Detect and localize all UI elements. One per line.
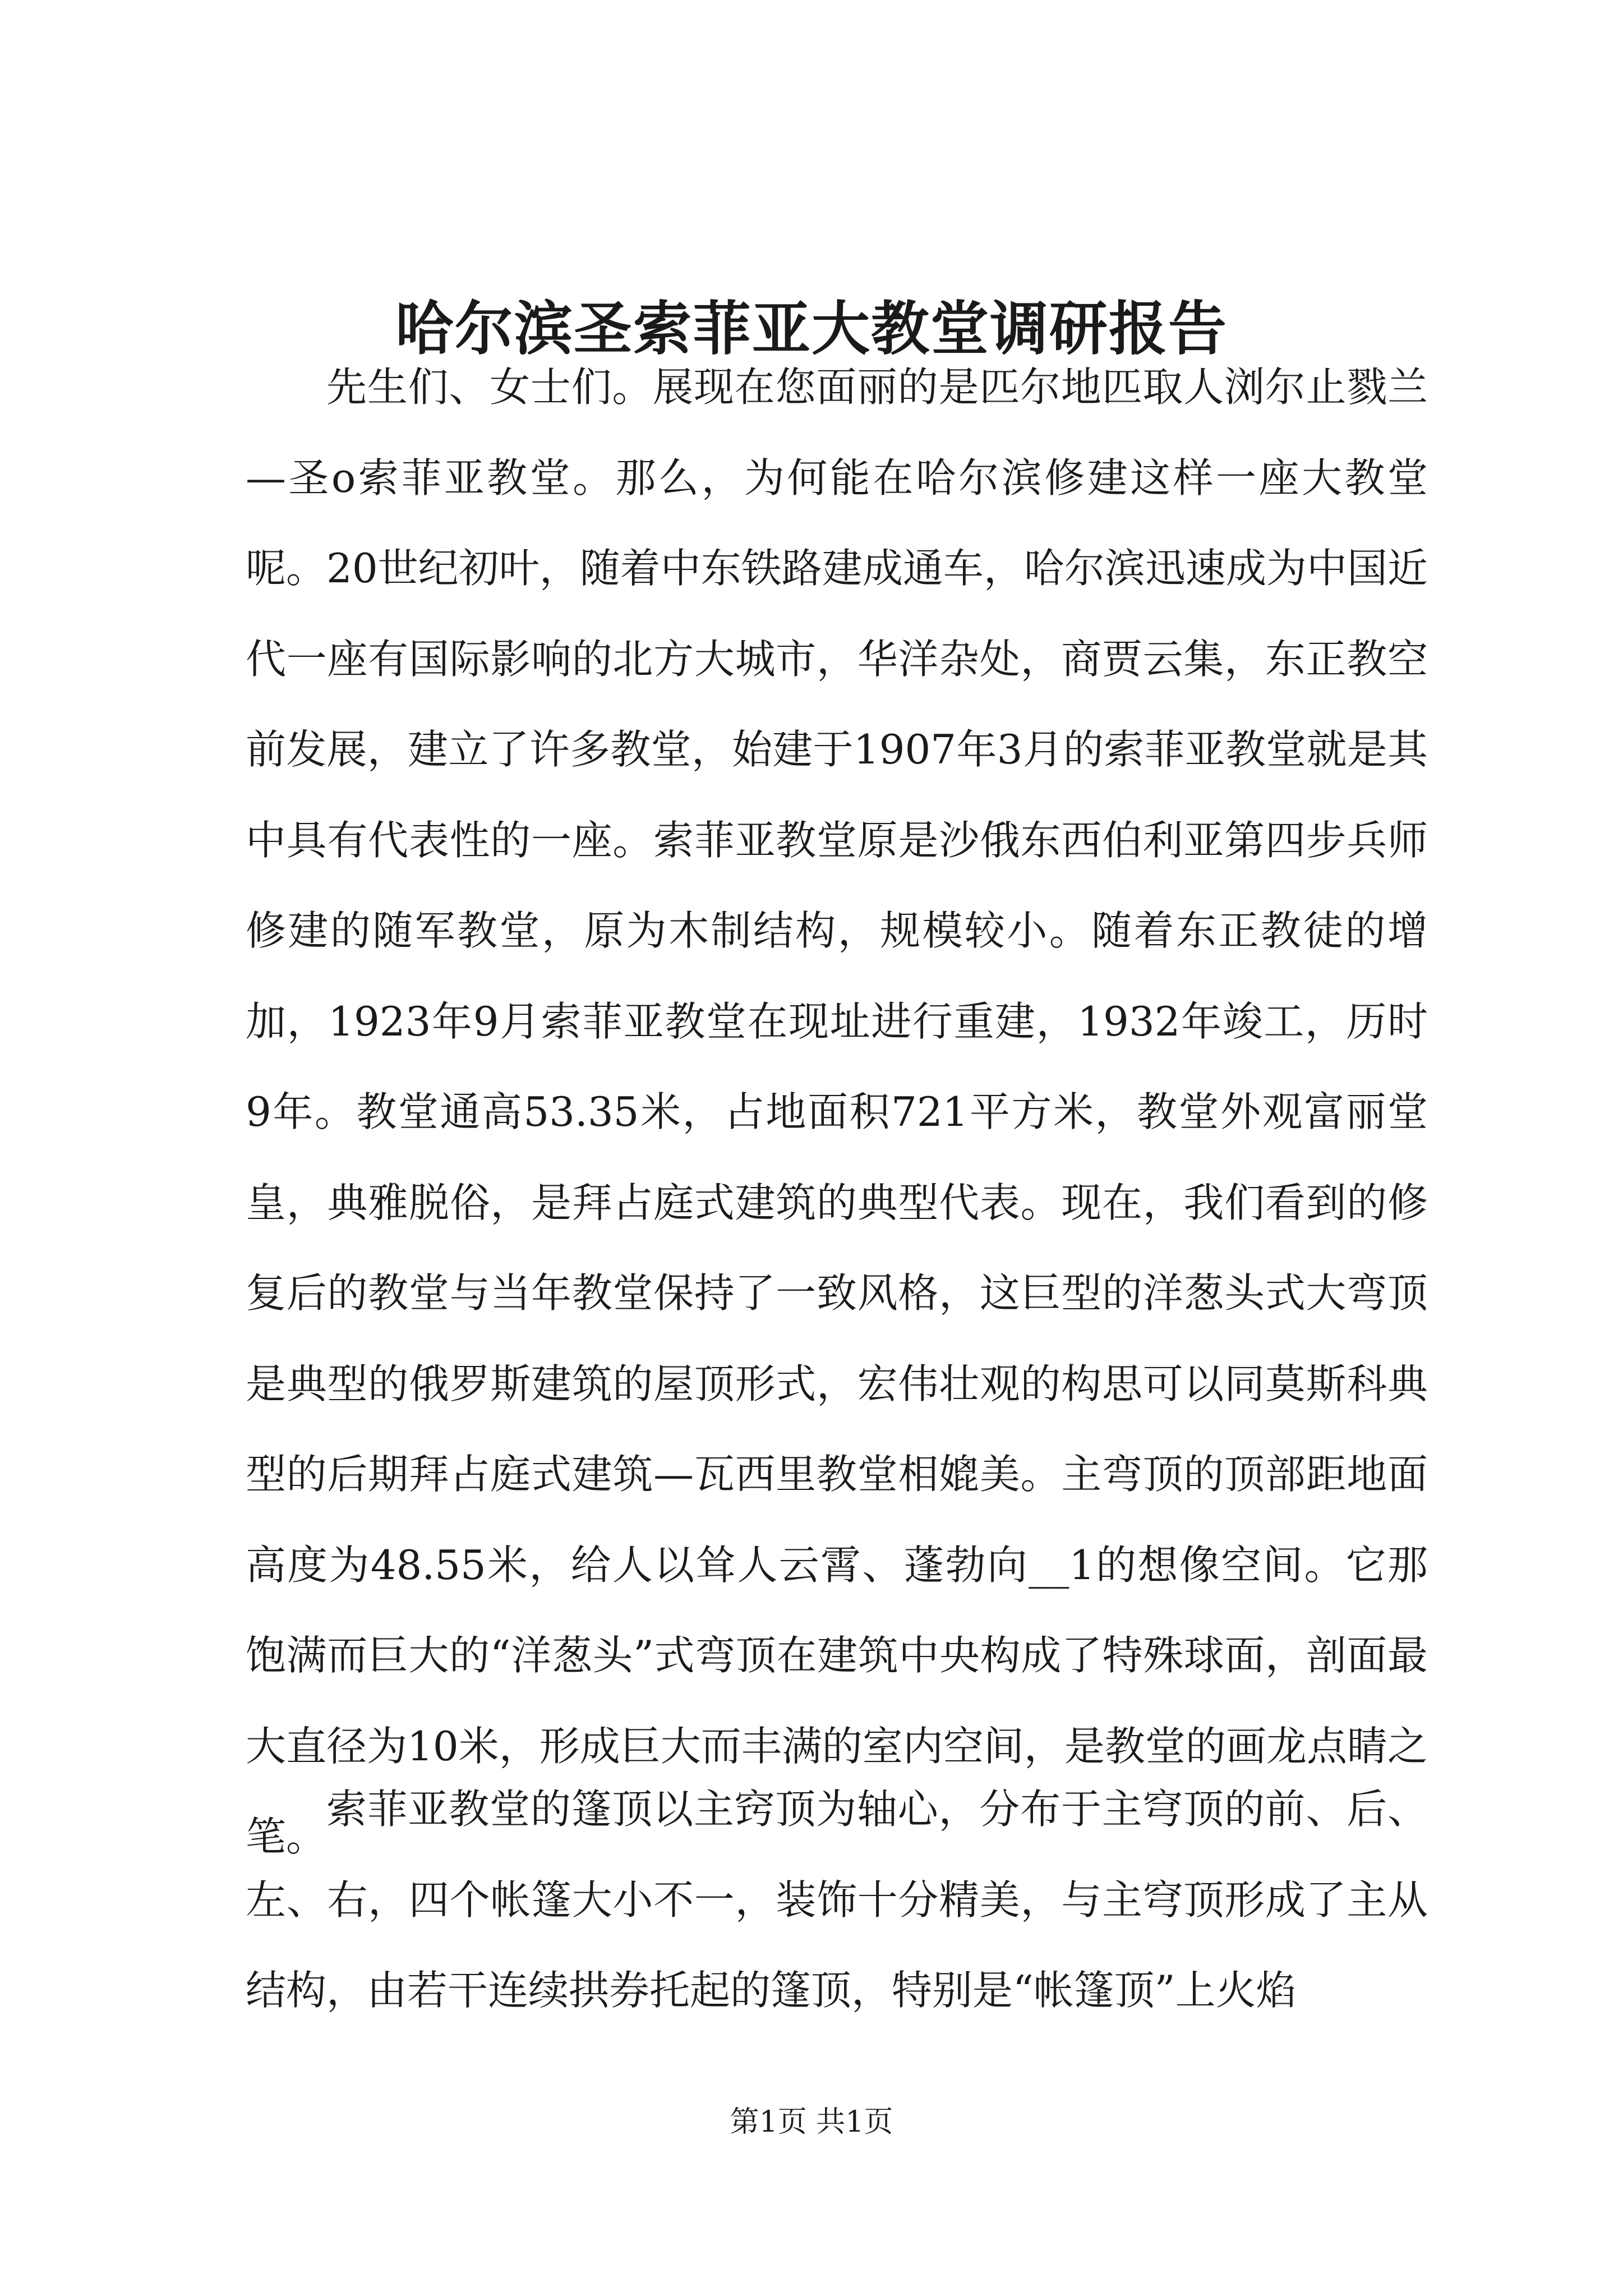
paragraph-1: 先生们、女士们。展现在您面丽的是匹尔地匹取人浏尔止戮兰—圣o索菲亚教堂。那么，为何能在哈尔滨修建这样一座大教堂呢。20世纪初叶，随着中东铁路建成通车，哈尔滨迅速成为中国近代一座有国际影响的北方大城市，华洋杂处，商贾云集，东正教空前发展，建立了许多教堂，始建于1907年3月的索菲亚教堂就是其中具有代表性的一座。索菲亚教堂原是沙俄东西伯利亚第四步兵师修建的随军教堂，原为木制结构，规模较小。随着东正教徒的增加，1923年9月索菲亚教堂在现址进行重建，1932年竣工，历时9年。教堂通高53.35米，占地面积721平方米，教堂外观富丽堂皇，典雅脱俗，是拜占庭式建筑的典型代表。现在，我们看到的修复后的教堂与当年教堂保持了一致风格，这巨型的洋葱头式大弯顶是典型的俄罗斯建筑的屋顶形式，宏伟壮观的构思可以同莫斯科典型的后期拜占庭式建筑—瓦西里教堂相媲美。主弯顶的顶部距地面高度为48.55米，给人以耸人云霄、蓬勃向__1的想像空间。它那饱满而巨大的“洋葱头”式弯顶在建筑中央构成了特殊球面，剖面最大直径为10米，形成巨大而丰满的室内空间，是教堂的画龙点睛之笔。 [246, 364, 1428, 1860]
page-footer: 第1页 共1页 [730, 2105, 893, 2139]
paragraph-2: 索菲亚教堂的篷顶以主窍顶为轴心，分布于主穹顶的前、后、左、右，四个帐篷大小不一，装饰十分精美，与主穹顶形成了主从结构，由若干连续拱券托起的篷顶，特别是“帐篷顶”上火焰 [246, 1786, 1428, 2014]
document-title: 哈尔滨圣索菲亚大教堂调研报告 [395, 294, 1228, 363]
